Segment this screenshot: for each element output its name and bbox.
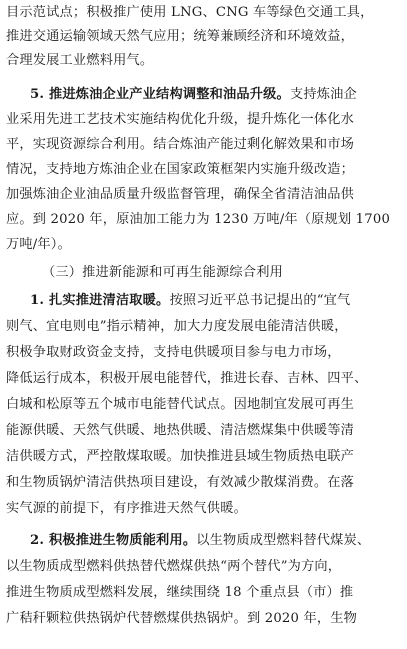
text-line: 则气、宜电则电”指示精神，加大力度发展电能清洁供暖， — [6, 319, 348, 334]
text-line: 积极争取财政资金支持，支持电供暖项目参与电力市场， — [6, 345, 341, 360]
subsection-heading: （三）推进新能源和可再生能源综合利用 — [42, 265, 283, 280]
section-5-heading-line: 5. 推进炼油企业产业结构调整和油品升级。支持炼油企 — [30, 87, 357, 102]
text-line: 能源供暖、天然气供暖、地热供暖、清洁燃煤集中供暖等清 — [6, 423, 355, 438]
text-line: 加强炼油企业油品质量升级监督管理，确保全省清洁油品供 — [6, 187, 355, 202]
text-line: 白城和松原等五个城市电能替代试点。因地制宜发展可再生 — [6, 397, 355, 412]
text-line: 以生物质成型燃料供热替代燃煤供热“两个替代”为方向， — [6, 559, 342, 574]
item-2-heading-line: 2. 积极推进生物质能利用。以生物质成型燃料替代煤炭、 — [30, 533, 371, 548]
text-line: 应。到 2020 年，原油加工能力为 1230 万吨/年（原规划 1700 — [6, 212, 391, 227]
text-line: 情况，支持地方炼油企业在国家政策框架内实施升级改造； — [6, 162, 355, 177]
text-line: 实气源的前提下，有序推进天然气供暖。 — [6, 501, 247, 516]
text-line: 推进交通运输领域天然气应用；统筹兼顾经济和环境效益， — [6, 29, 355, 44]
text-line: 广秸秆颗粒供热锅炉代替燃煤供热锅炉。到 2020 年，生物 — [6, 611, 358, 626]
text-line: 目示范试点；积极推广使用 LNG、CNG 车等绿色交通工具， — [6, 5, 374, 20]
text-line: 万吨/年）。 — [6, 237, 71, 252]
text-line: 业采用先进工艺技术实施结构优化升级，提升炼化一体化水 — [6, 112, 355, 127]
text-line: 洁供暖方式，严控散煤取暖。加快推进县域生物质热电联产 — [6, 449, 355, 464]
text-line: 合理发展工业燃料用气。 — [6, 53, 154, 68]
text-line: 和生物质锅炉清洁供热项目建设，有效减少散煤消费。在落 — [6, 475, 355, 490]
item-2-heading: 2. 积极推进生物质能利用。 — [30, 533, 197, 548]
text-line: 降低运行成本，积极开展电能替代，推进长春、吉林、四平、 — [6, 371, 368, 386]
text-line: 平，实现资源综合利用。结合炼油产能过剩化解效果和市场 — [6, 137, 355, 152]
section-5-heading: 5. 推进炼油企业产业结构调整和油品升级。 — [30, 87, 290, 102]
item-1-heading-line: 1. 扎实推进清洁取暖。按照习近平总书记提出的“宜气 — [30, 293, 351, 308]
item-1-heading: 1. 扎实推进清洁取暖。 — [30, 293, 170, 308]
text-line: 推进生物质成型燃料发展，继续围绕 18 个重点县（市）推 — [6, 585, 354, 600]
